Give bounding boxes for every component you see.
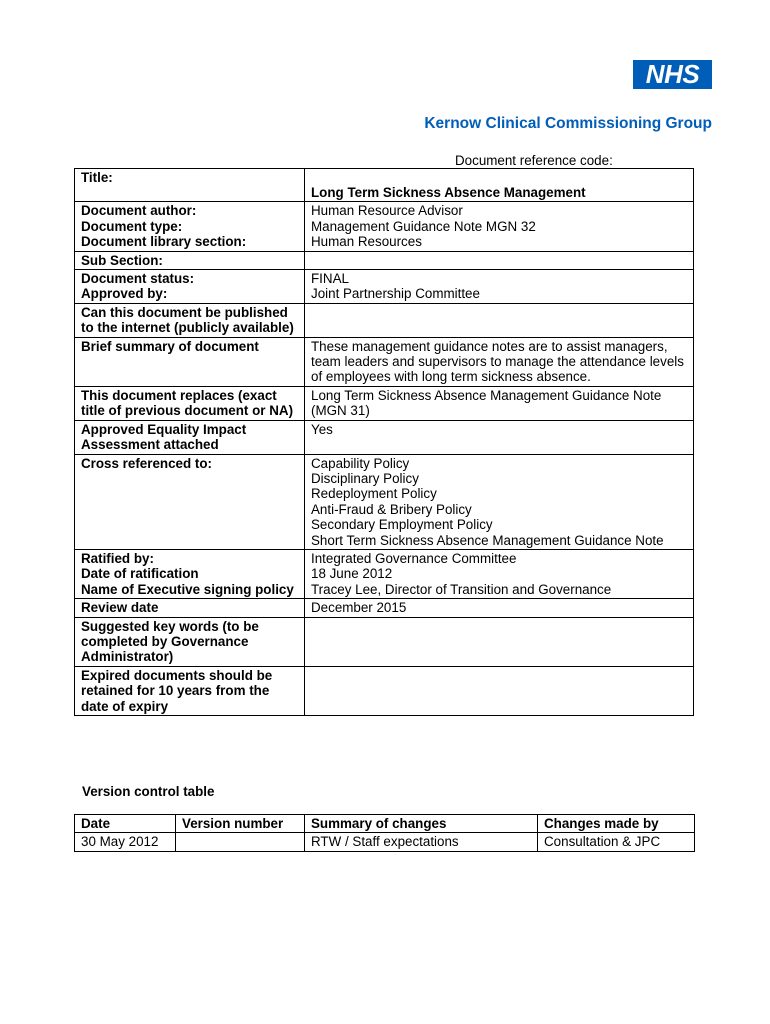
title-row (75, 169, 694, 202)
review-row (75, 599, 694, 617)
ratified-label: Ratified by: (81, 550, 154, 566)
subsection-label: Sub Section: (75, 251, 305, 269)
keywords-label: Suggested key words (to be completed by Governance Administrator) (75, 617, 305, 666)
keywords-value (305, 617, 694, 666)
status-approved-values (305, 270, 694, 304)
type-label: Document type: (81, 218, 183, 234)
expired-value (305, 666, 694, 715)
table-row (75, 833, 695, 851)
document-reference-label: Document reference code: (455, 153, 613, 168)
equality-row (75, 420, 694, 454)
author-type-library-row (75, 202, 694, 251)
version-number-cell (176, 833, 305, 851)
replaces-label: This document replaces (exact title of previous document or NA) (75, 386, 305, 420)
author-type-library-labels (75, 202, 305, 251)
version-control-heading: Version control table (82, 784, 215, 799)
changes-made-by-cell: Consultation & JPC (538, 833, 695, 851)
executive-value: Tracey Lee, Director of Transition and Governance (311, 581, 612, 597)
publish-value (305, 303, 694, 337)
cross-reference-item: Redeployment Policy (311, 486, 437, 502)
ratification-labels (75, 549, 305, 598)
author-value: Human Resource Advisor (311, 203, 463, 219)
ratification-date-label: Date of ratification (81, 566, 199, 582)
approved-label: Approved by: (81, 286, 168, 302)
version-date-cell: 30 May 2012 (75, 833, 176, 851)
ratified-value: Integrated Governance Committee (311, 550, 517, 566)
review-value: December 2015 (305, 599, 694, 617)
executive-label: Name of Executive signing policy (81, 581, 294, 597)
author-label: Document author: (81, 203, 197, 219)
keywords-row (75, 617, 694, 666)
document-details-table (74, 168, 694, 716)
version-number-header: Version number (176, 815, 305, 833)
equality-label: Approved Equality Impact Assessment attached (75, 420, 305, 454)
nhs-logo: NHS (633, 60, 712, 89)
approved-value: Joint Partnership Committee (311, 286, 480, 302)
cross-reference-row (75, 454, 694, 549)
review-label: Review date (75, 599, 305, 617)
changes-made-by-header: Changes made by (538, 815, 695, 833)
version-header-row (75, 815, 695, 833)
cross-reference-item: Capability Policy (311, 455, 410, 471)
subsection-value (305, 251, 694, 269)
summary-of-changes-cell: RTW / Staff expectations (305, 833, 538, 851)
title-cell (305, 169, 694, 202)
cross-reference-list (305, 454, 694, 549)
version-control-table (74, 814, 695, 852)
equality-value: Yes (305, 420, 694, 454)
replaces-row (75, 386, 694, 420)
ratification-row (75, 549, 694, 598)
cross-reference-label: Cross referenced to: (75, 454, 305, 549)
author-type-library-values (305, 202, 694, 251)
subsection-row (75, 251, 694, 269)
status-approved-labels (75, 270, 305, 304)
summary-row (75, 337, 694, 386)
date-header: Date (75, 815, 176, 833)
ratification-date-value: 18 June 2012 (311, 566, 393, 582)
expired-row (75, 666, 694, 715)
status-value: FINAL (311, 271, 349, 287)
cross-reference-item: Short Term Sickness Absence Management Guidance Note (311, 532, 664, 548)
expired-label: Expired documents should be retained for 10 years from the date of expiry (75, 666, 305, 715)
summary-label: Brief summary of document (75, 337, 305, 386)
publish-label: Can this document be published to the internet (publicly available) (75, 303, 305, 337)
status-label: Document status: (81, 271, 195, 287)
cross-reference-item: Disciplinary Policy (311, 470, 419, 486)
library-label: Document library section: (81, 234, 247, 250)
cross-reference-item: Secondary Employment Policy (311, 517, 493, 533)
publish-row (75, 303, 694, 337)
summary-of-changes-header: Summary of changes (305, 815, 538, 833)
organisation-name: Kernow Clinical Commissioning Group (424, 115, 712, 132)
replaces-value: Long Term Sickness Absence Management Guidance Note (MGN 31) (305, 386, 694, 420)
status-approved-row (75, 270, 694, 304)
type-value: Management Guidance Note MGN 32 (311, 218, 536, 234)
cross-reference-item: Anti-Fraud & Bribery Policy (311, 501, 472, 517)
title-value: Long Term Sickness Absence Management (311, 185, 586, 200)
title-label: Title: (75, 169, 305, 202)
ratification-values (305, 549, 694, 598)
summary-value: These management guidance notes are to assist managers, team leaders and supervisors to manage the attendance levels of employees with long term sickness absence. (305, 337, 694, 386)
library-value: Human Resources (311, 234, 422, 250)
